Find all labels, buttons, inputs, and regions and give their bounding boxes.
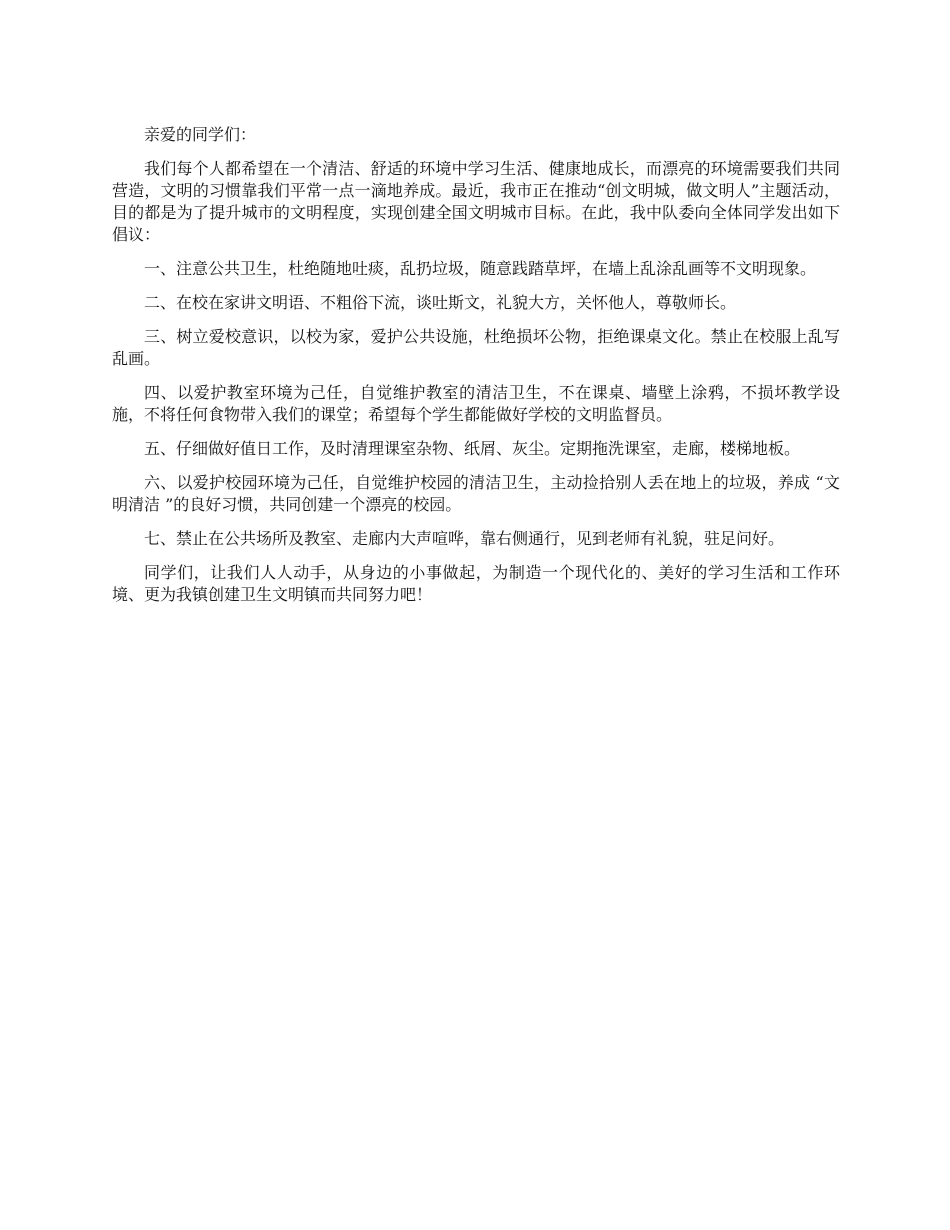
paragraph-item-6: 六、以爱护校园环境为己任，自觉维护校园的清洁卫生，主动捡拾别人丢在地上的垃圾，养成 “文明清洁 ”的良好习惯，共同创建一个漂亮的校园。 bbox=[112, 473, 840, 514]
document-body bbox=[112, 124, 840, 618]
paragraph-closing: 同学们，让我们人人动手，从身边的小事做起，为制造一个现代化的、美好的学习生活和工作环境、更为我镇创建卫生文明镇而共同努力吧！ bbox=[112, 563, 840, 604]
paragraph-item-1: 一、注意公共卫生，杜绝随地吐痰，乱扔垃圾，随意践踏草坪，在墙上乱涂乱画等不文明现象。 bbox=[144, 259, 817, 278]
paragraph-item-5: 五、仔细做好值日工作，及时清理课室杂物、纸屑、灰尘。定期拖洗课室，走廊，楼梯地板。 bbox=[144, 439, 801, 458]
paragraph-intro: 我们每个人都希望在一个清洁、舒适的环境中学习生活、健康地成长，而漂亮的环境需要我们共同营造，文明的习惯靠我们平常一点一滴地养成。最近，我市正在推动“创文明城，做文明人”主题活动，目的都是为了提升城市的文明程度，实现创建全国文明城市目标。在此，我中队委向全体同学发出如下倡议： bbox=[112, 159, 840, 244]
paragraph-item-7: 七、禁止在公共场所及教室、走廊内大声喧哗，靠右侧通行，见到老师有礼貌，驻足问好。 bbox=[144, 529, 785, 548]
paragraph-item-2: 二、在校在家讲文明语、不粗俗下流，谈吐斯文，礼貌大方，关怀他人，尊敬师长。 bbox=[144, 293, 737, 312]
paragraph-item-3: 三、树立爱校意识，以校为家，爱护公共设施，杜绝损坏公物，拒绝课桌文化。禁止在校服上乱写乱画。 bbox=[112, 327, 840, 368]
paragraph-item-4: 四、以爱护教室环境为己任，自觉维护教室的清洁卫生，不在课桌、墙壁上涂鸦，不损坏教学设施，不将任何食物带入我们的课堂；希望每个学生都能做好学校的文明监督员。 bbox=[112, 383, 840, 424]
greeting: 亲爱的同学们： bbox=[144, 125, 257, 144]
